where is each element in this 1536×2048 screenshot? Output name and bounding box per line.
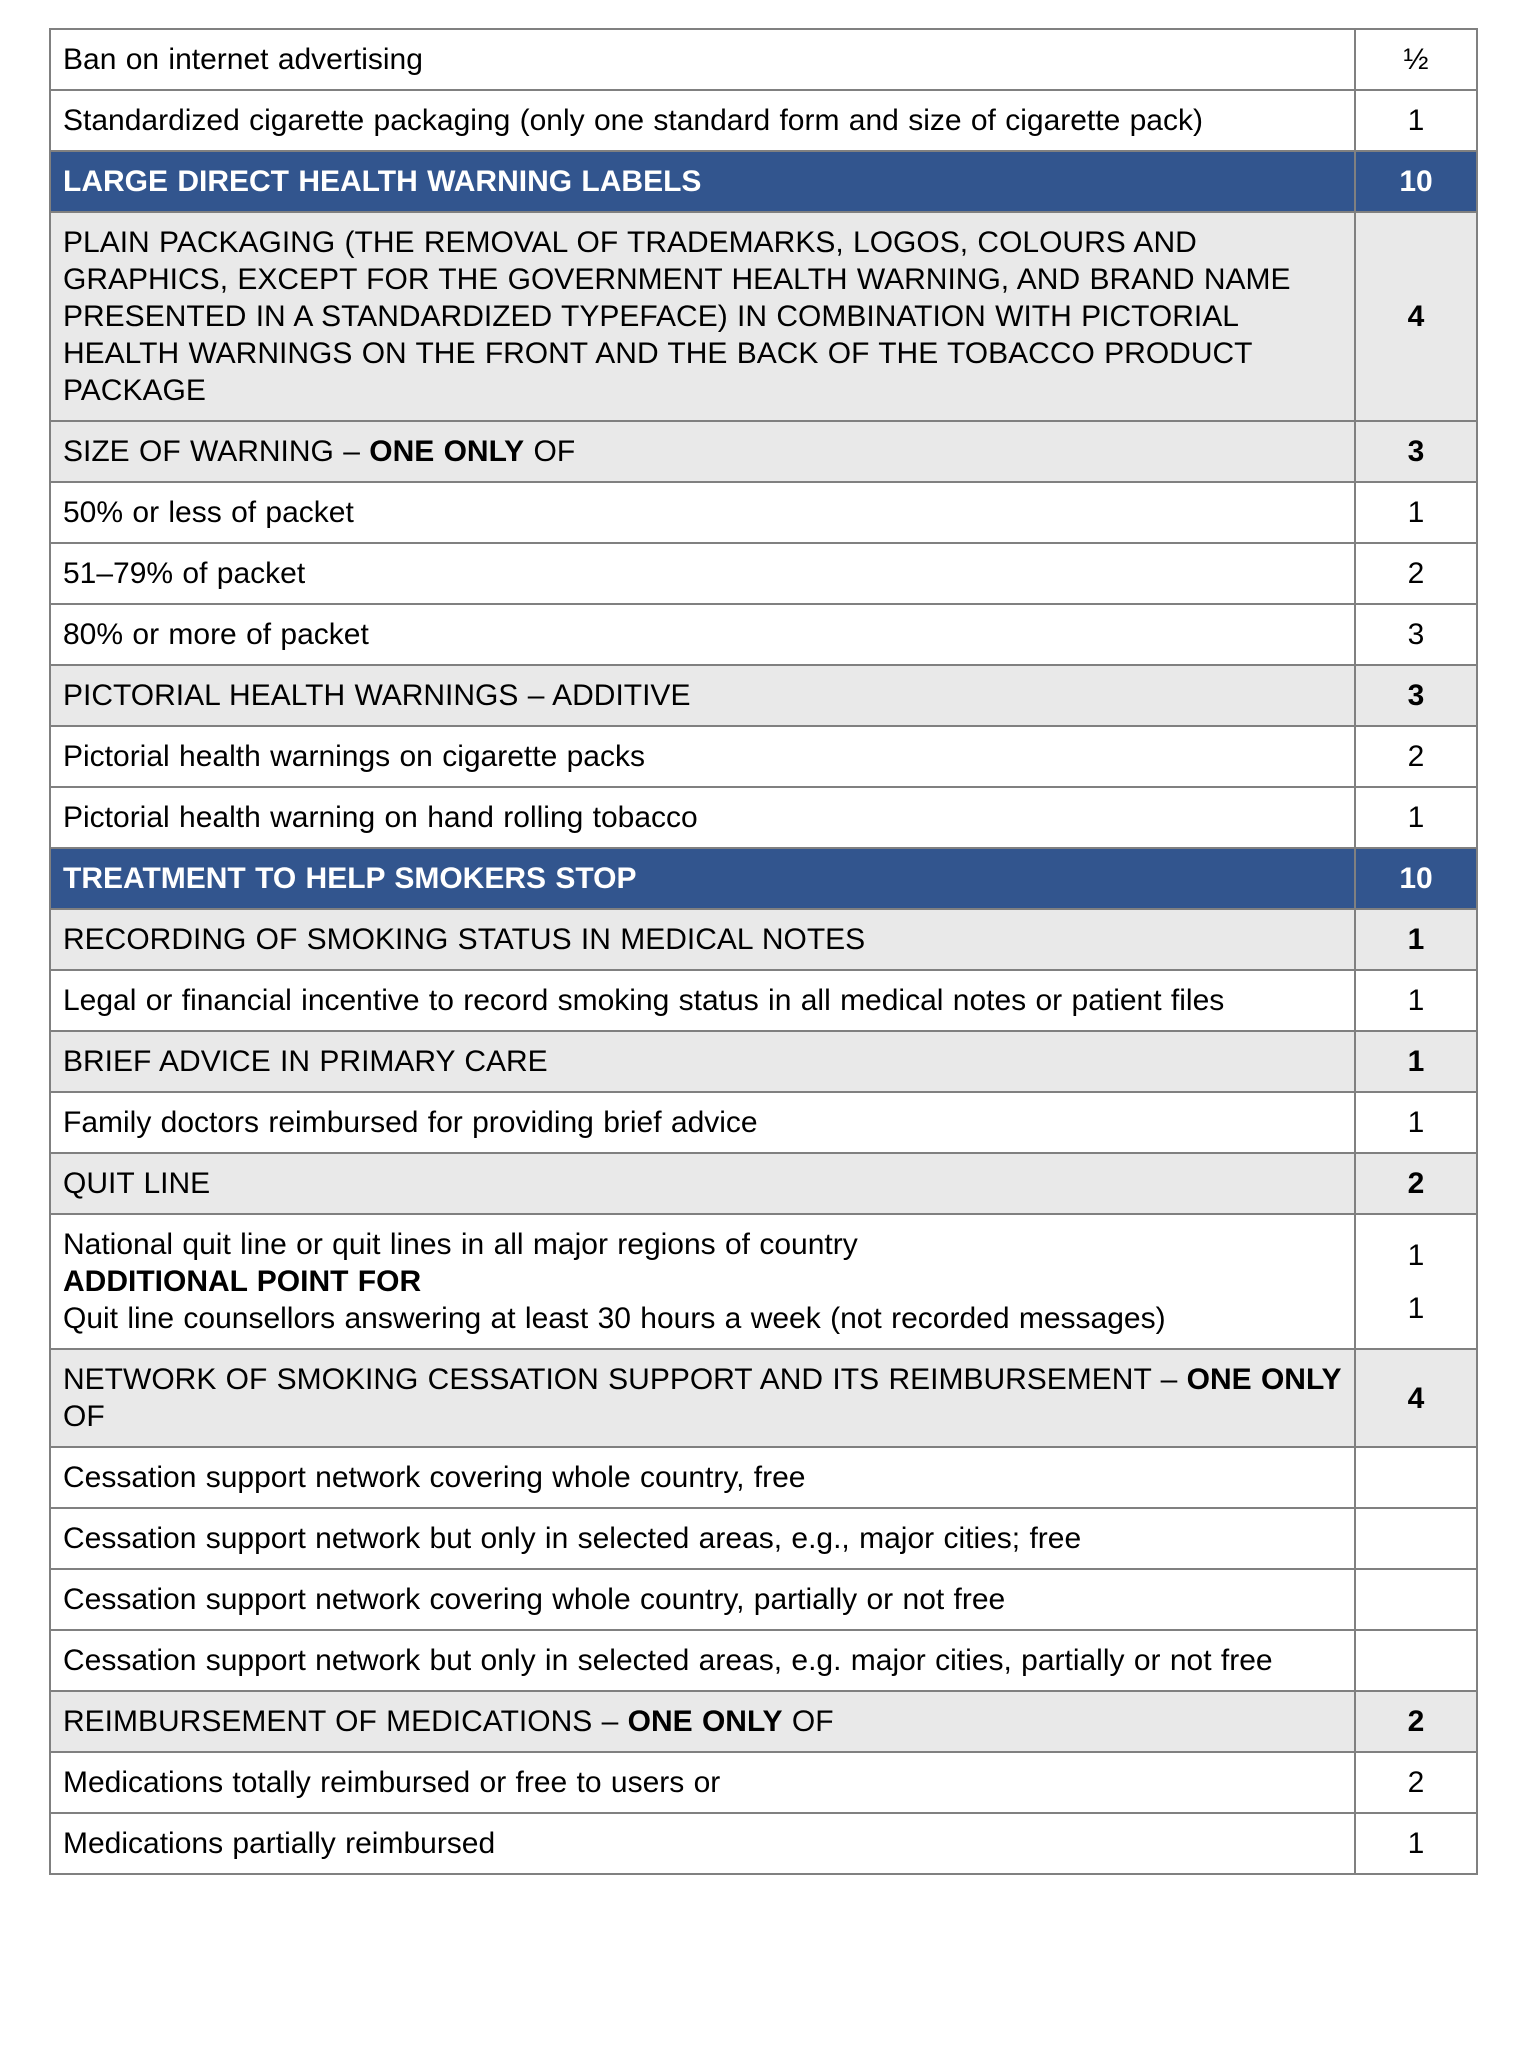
criterion-line [63, 102, 1342, 139]
criterion-text: LARGE DIRECT HEALTH WARNING LABELS [63, 165, 702, 198]
score-cell [1355, 212, 1477, 421]
criterion-text: OF [782, 1705, 834, 1738]
criterion-text: PICTORIAL HEALTH WARNINGS – ADDITIVE [63, 679, 691, 712]
criterion-text: 50% or less of packet [63, 496, 354, 529]
table-row [50, 1447, 1477, 1508]
score-stack [1368, 1380, 1464, 1417]
table-row [50, 1031, 1477, 1092]
score-cell [1355, 1508, 1477, 1569]
criterion-cell [50, 726, 1355, 787]
score-value: 10 [1399, 862, 1433, 895]
score-value: 3 [1407, 679, 1425, 712]
criterion-line [63, 41, 1342, 78]
table-row [50, 543, 1477, 604]
score-value: 1 [1407, 1106, 1425, 1139]
criterion-line [63, 799, 1342, 836]
criterion-text: 80% or more of packet [63, 618, 369, 651]
criterion-text: Cessation support network but only in selected areas, e.g., major cities; free [63, 1522, 1082, 1555]
score-stack [1368, 982, 1464, 1019]
score-cell [1355, 482, 1477, 543]
score-stack [1368, 1104, 1464, 1141]
score-value: 1 [1407, 801, 1425, 834]
criterion-text: Pictorial health warning on hand rolling tobacco [63, 801, 698, 834]
score-stack [1368, 799, 1464, 836]
score-stack [1368, 555, 1464, 592]
table-row [50, 1813, 1477, 1874]
criterion-text: OF [63, 1400, 105, 1433]
score-cell [1355, 543, 1477, 604]
criterion-line [63, 555, 1342, 592]
score-value: 3 [1407, 618, 1425, 651]
criterion-line [63, 1361, 1342, 1435]
score-value: 1 [1407, 1045, 1425, 1078]
criterion-line [63, 1043, 1342, 1080]
criterion-cell [50, 848, 1355, 909]
criterion-text: ADDITIONAL POINT FOR [63, 1265, 422, 1298]
criterion-line [63, 163, 1342, 200]
score-cell [1355, 1447, 1477, 1508]
table-row [50, 421, 1477, 482]
score-value: 1 [1407, 1291, 1425, 1325]
score-cell [1355, 970, 1477, 1031]
criterion-line [63, 1825, 1342, 1862]
score-stack [1368, 616, 1464, 653]
table-row [50, 212, 1477, 421]
criterion-line [63, 1300, 1342, 1337]
criterion-line [63, 616, 1342, 653]
criterion-cell [50, 29, 1355, 90]
table-row [50, 909, 1477, 970]
criterion-text: REIMBURSEMENT OF MEDICATIONS – [63, 1705, 628, 1738]
table-row [50, 1508, 1477, 1569]
score-cell [1355, 1092, 1477, 1153]
score-value: 1 [1407, 1238, 1425, 1272]
criterion-line [63, 860, 1342, 897]
criterion-cell [50, 787, 1355, 848]
criterion-line [63, 677, 1342, 714]
criterion-line [63, 738, 1342, 775]
criterion-text: Pictorial health warnings on cigarette packs [63, 740, 645, 773]
score-stack [1368, 1825, 1464, 1862]
criterion-line [63, 921, 1342, 958]
table-row [50, 1349, 1477, 1447]
criterion-line [63, 1165, 1342, 1202]
score-cell [1355, 787, 1477, 848]
table-row [50, 1214, 1477, 1349]
score-stack [1368, 298, 1464, 335]
score-stack [1368, 921, 1464, 958]
table-row [50, 848, 1477, 909]
criterion-line [63, 1104, 1342, 1141]
score-value: 1 [1407, 496, 1425, 529]
score-value: 1 [1407, 923, 1425, 956]
score-cell [1355, 90, 1477, 151]
table-row [50, 1752, 1477, 1813]
score-value: 4 [1407, 300, 1425, 333]
criterion-line [63, 433, 1342, 470]
criterion-line [63, 1263, 1342, 1300]
criterion-cell [50, 543, 1355, 604]
score-cell [1355, 421, 1477, 482]
table-row [50, 1569, 1477, 1630]
criterion-text: Medications totally reimbursed or free to users or [63, 1766, 721, 1799]
score-value: 2 [1407, 1705, 1425, 1738]
criterion-text: TREATMENT TO HELP SMOKERS STOP [63, 862, 637, 895]
criterion-cell [50, 151, 1355, 212]
criterion-cell [50, 1752, 1355, 1813]
score-stack [1368, 494, 1464, 531]
criterion-line [63, 982, 1342, 1019]
table-row [50, 1153, 1477, 1214]
table-row [50, 151, 1477, 212]
score-value: 2 [1407, 1167, 1425, 1200]
criterion-text: Family doctors reimbursed for providing brief advice [63, 1106, 758, 1139]
table-row [50, 1092, 1477, 1153]
score-cell [1355, 1031, 1477, 1092]
score-cell [1355, 1153, 1477, 1214]
score-cell [1355, 848, 1477, 909]
criterion-cell [50, 1447, 1355, 1508]
score-stack [1368, 860, 1464, 897]
criterion-text: SIZE OF WARNING – [63, 435, 370, 468]
criterion-text: ONE ONLY [369, 435, 525, 468]
criterion-line [63, 224, 1342, 409]
score-stack [1368, 41, 1464, 78]
score-table [49, 28, 1478, 1875]
criterion-text: 51–79% of packet [63, 557, 306, 590]
score-cell [1355, 29, 1477, 90]
score-value: 3 [1407, 435, 1425, 468]
score-stack [1368, 433, 1464, 470]
criterion-line [63, 1520, 1342, 1557]
score-cell [1355, 151, 1477, 212]
score-value: 1 [1407, 1827, 1425, 1860]
table-row [50, 1691, 1477, 1752]
score-value: ½ [1403, 43, 1429, 76]
score-stack [1368, 738, 1464, 775]
criterion-text: Cessation support network but only in selected areas, e.g. major cities, partially or not free [63, 1644, 1273, 1677]
criterion-cell [50, 1214, 1355, 1349]
criterion-text: Standardized cigarette packaging (only one standard form and size of cigarette pack) [63, 104, 1203, 137]
score-stack [1368, 677, 1464, 714]
score-value: 10 [1399, 165, 1433, 198]
criterion-line [63, 1642, 1342, 1679]
criterion-line [63, 1703, 1342, 1740]
score-cell [1355, 1349, 1477, 1447]
table-row [50, 970, 1477, 1031]
score-cell [1355, 1630, 1477, 1691]
table-row [50, 726, 1477, 787]
criterion-text: Quit line counsellors answering at least 30 hours a week (not recorded messages) [63, 1302, 1166, 1335]
criterion-text: Ban on internet advertising [63, 43, 423, 76]
score-cell [1355, 1813, 1477, 1874]
criterion-text: Legal or financial incentive to record smoking status in all medical notes or patient files [63, 984, 1225, 1017]
criterion-text: Cessation support network covering whole country, free [63, 1461, 806, 1494]
criterion-cell [50, 482, 1355, 543]
criterion-cell [50, 1569, 1355, 1630]
score-value: 2 [1407, 557, 1425, 590]
criterion-text: Cessation support network covering whole country, partially or not free [63, 1583, 1006, 1616]
score-stack [1368, 102, 1464, 139]
criterion-text: BRIEF ADVICE IN PRIMARY CARE [63, 1045, 548, 1078]
criterion-cell [50, 1349, 1355, 1447]
table-row [50, 482, 1477, 543]
score-stack [1368, 1043, 1464, 1080]
table-row [50, 665, 1477, 726]
score-stack [1368, 1165, 1464, 1202]
criterion-cell [50, 970, 1355, 1031]
score-cell [1355, 1691, 1477, 1752]
score-stack [1368, 163, 1464, 200]
criterion-text: OF [524, 435, 576, 468]
criterion-cell [50, 909, 1355, 970]
criterion-line [63, 1581, 1342, 1618]
criterion-cell [50, 421, 1355, 482]
criterion-line [63, 1459, 1342, 1496]
score-cell [1355, 1214, 1477, 1349]
criterion-text: RECORDING OF SMOKING STATUS IN MEDICAL NOTES [63, 923, 866, 956]
table-row [50, 787, 1477, 848]
table-row [50, 29, 1477, 90]
score-value: 4 [1407, 1381, 1425, 1415]
score-cell [1355, 1752, 1477, 1813]
criterion-cell [50, 1508, 1355, 1569]
criterion-text: ONE ONLY [627, 1705, 783, 1738]
table-row [50, 604, 1477, 665]
score-value: 1 [1407, 104, 1425, 137]
criterion-text: PLAIN PACKAGING (THE REMOVAL OF TRADEMARKS, LOGOS, COLOURS AND GRAPHICS, EXCEPT FOR THE GOVERNMENT HEALTH WARNING, AND BRAND NAME PRESENTED IN A STANDARDIZED TYPEFACE) IN COMBINATION WITH PICTORIAL HEALTH WARNINGS ON THE FRONT AND THE BACK OF THE TOBACCO PRODUCT PACKAGE [63, 226, 1291, 407]
table-row [50, 90, 1477, 151]
criterion-cell [50, 1153, 1355, 1214]
score-cell [1355, 1569, 1477, 1630]
score-cell [1355, 909, 1477, 970]
criterion-text: NETWORK OF SMOKING CESSATION SUPPORT AND ITS REIMBURSEMENT – [63, 1363, 1187, 1396]
criterion-cell [50, 90, 1355, 151]
criterion-cell [50, 212, 1355, 421]
score-stack [1368, 1237, 1464, 1327]
criterion-text: ONE ONLY [1186, 1363, 1342, 1396]
score-stack [1368, 1764, 1464, 1801]
criterion-cell [50, 1092, 1355, 1153]
criterion-line [63, 1226, 1342, 1263]
criterion-text: National quit line or quit lines in all major regions of country [63, 1228, 858, 1261]
criterion-line [63, 1764, 1342, 1801]
score-stack [1368, 1703, 1464, 1740]
criterion-cell [50, 1630, 1355, 1691]
criterion-line [63, 494, 1342, 531]
criterion-cell [50, 1031, 1355, 1092]
score-cell [1355, 604, 1477, 665]
score-value: 2 [1407, 1766, 1425, 1799]
criterion-cell [50, 604, 1355, 665]
criterion-text: QUIT LINE [63, 1167, 211, 1200]
criterion-cell [50, 1813, 1355, 1874]
score-table-body [50, 29, 1477, 1874]
table-row [50, 1630, 1477, 1691]
criterion-cell [50, 1691, 1355, 1752]
score-value: 1 [1407, 984, 1425, 1017]
score-value: 2 [1407, 740, 1425, 773]
score-cell [1355, 665, 1477, 726]
score-cell [1355, 726, 1477, 787]
criterion-cell [50, 665, 1355, 726]
criterion-text: Medications partially reimbursed [63, 1827, 496, 1860]
